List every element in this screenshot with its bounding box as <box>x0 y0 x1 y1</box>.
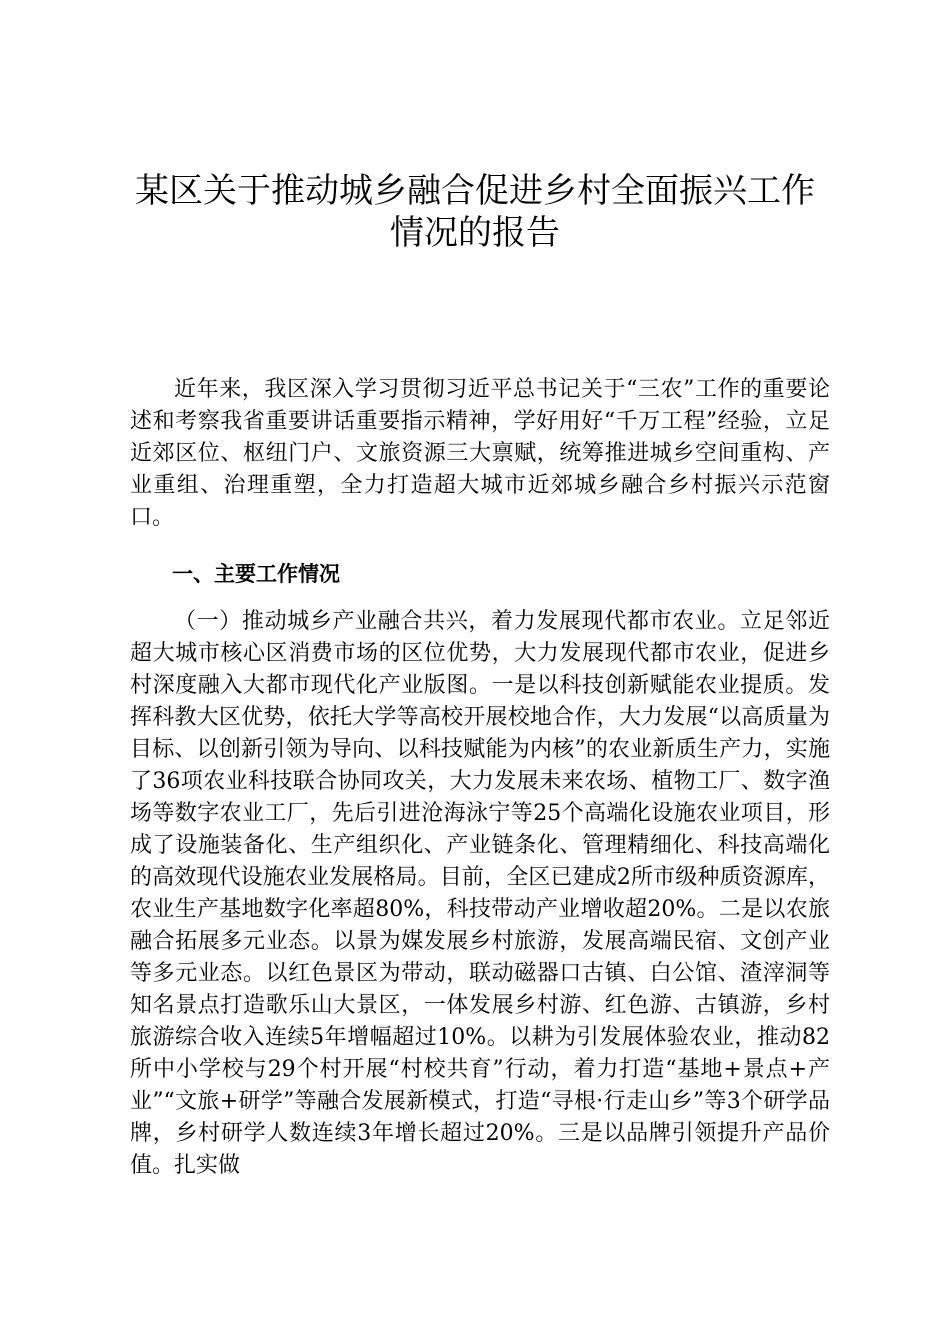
section-heading: 一、主要工作情况 <box>172 562 340 586</box>
title-line-1: 某区关于推动城乡融合促进乡村全面振兴工作 <box>135 171 815 211</box>
intro-paragraph: 近年来，我区深入学习贯彻习近平总书记关于“三农”工作的重要论述和考察我省重要讲话重要指示精神，学好用好“千万工程”经验，立足近郊区位、枢纽门户、文旅资源三大禀赋，统筹推进城乡空间重构、产业重组、治理重塑，全力打造超大城市近郊城乡融合乡村振兴示范窗口。 <box>130 377 830 530</box>
title-line-2: 情况的报告 <box>390 213 560 253</box>
document-body <box>130 374 830 1182</box>
document-title <box>100 170 850 254</box>
body-paragraph: （一）推动城乡产业融合共兴，着力发展现代都市农业。立足邻近超大城市核心区消费市场的区位优势，大力发展现代都市农业，促进乡村深度融入大都市现代化产业版图。一是以科技创新赋能农业提质。发挥科教大区优势，依托大学等高校开展校地合作，大力发展“以高质量为目标、以创新引领为导向、以科技赋能为内核”的农业新质生产力，实施了36项农业科技联合协同攻关，大力发展未来农场、植物工厂、数字渔场等数字农业工厂，先后引进沧海泳宁等25个高端化设施农业项目，形成了设施装备化、生产组织化、产业链条化、管理精细化、科技高端化的高效现代设施农业发展格局。目前，全区已建成2所市级种质资源库，农业生产基地数字化率超80%，科技带动产业增收超20%。二是以农旅融合拓展多元业态。以景为媒发展乡村旅游，发展高端民宿、文创产业等多元业态。以红色景区为带动，联动磁器口古镇、白公馆、渣滓洞等知名景点打造歌乐山大景区，一体发展乡村游、红色游、古镇游，乡村旅游综合收入连续5年增幅超过10%。以耕为引发展体验农业，推动82所中小学校与29个村开展“村校共育”行动，着力打造“基地+景点+产业”“文旅+研学”等融合发展新模式，打造“寻根·行走山乡”等3个研学品牌，乡村研学人数连续3年增长超过20%。三是以品牌引领提升产品价值。扎实做 <box>130 609 830 1178</box>
